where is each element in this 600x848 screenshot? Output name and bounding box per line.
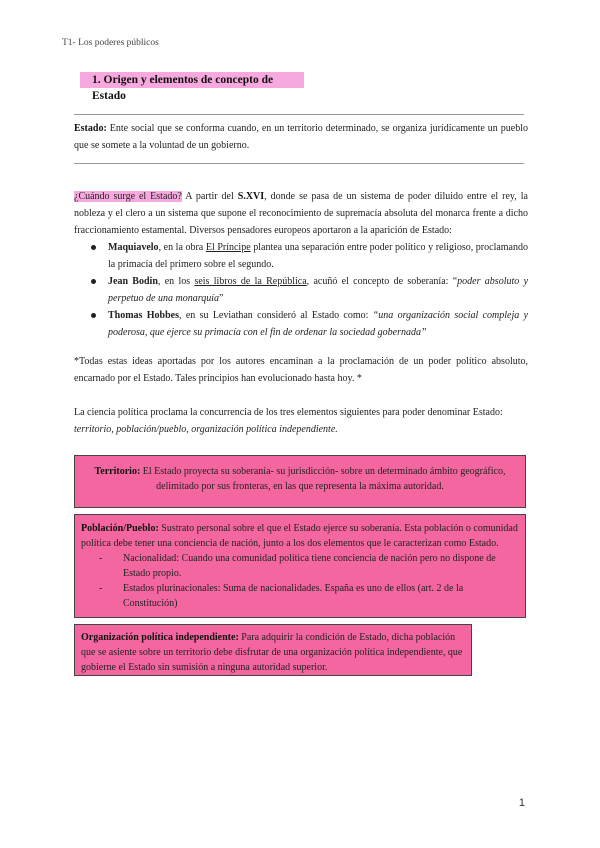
running-header: T1- Los poderes públicos (62, 38, 159, 48)
page-number: 1 (518, 797, 525, 809)
thinker-name: Maquiavelo (108, 242, 159, 253)
section-title: 1. Origen y elementos de concepto de Estado (80, 72, 304, 88)
list-item (74, 273, 528, 307)
list-item (74, 239, 528, 273)
thinker-text: , en la obra (158, 242, 206, 253)
box-text: Para adquirir la condición de Estado, dicha población que se asiente sobre un territorio debe disfrutar de una organización política independiente, que gobierne el Estado sin sumisión a ninguna autoridad superior. (81, 632, 463, 673)
thinker-text: , acuñó el concepto de soberanía: “ (306, 276, 458, 287)
list-item: - Nacionalidad: Cuando una comunidad política tiene conciencia de nación pero no dispone de Estado propio. (81, 551, 519, 581)
elements-paragraph (74, 404, 528, 438)
list-item: - Estados plurinacionales: Suma de nacionalidades. España es uno de ellos (art. 2 de la Constitución) (81, 581, 519, 611)
origin-question: ¿Cuándo surge el Estado? (74, 191, 182, 202)
estado-term: Estado: (74, 123, 107, 134)
box-text: El Estado proyecta su soberanía- su jurisdicción- sobre un determinado ámbito geográfico, delimitado por sus fronteras, en las que representa la máxima autoridad. (140, 466, 506, 492)
thinker-name: Thomas Hobbes (108, 310, 180, 321)
thinker-work: El Príncipe (205, 242, 251, 253)
note-paragraph: *Todas estas ideas aportadas por los autores encaminan a la proclamación de un poder político absoluto, encarnado por el Estado. Tales principios han evolucionado hasta hoy. * (74, 356, 528, 384)
box-term: Organización política independiente: (81, 632, 239, 643)
thinker-text: ” (219, 293, 224, 304)
origin-century: S.XVI (237, 191, 265, 202)
box-text: Sustrato personal sobre el que el Estado ejerce su soberanía. Esta población o comunidad política debe tener una conciencia de nación, junto a los dos elementos que le caracterizan como Estado. (81, 523, 518, 549)
thinker-text: , en su Leviathan consideró al Estado como: (179, 310, 373, 321)
elements-intro: La ciencia política proclama la concurrencia de los tres elementos siguientes para poder denominar Estado: (74, 407, 503, 418)
thinker-name: Jean Bodin (108, 276, 158, 287)
estado-definition (74, 120, 528, 154)
thinker-quote: “una organización social compleja y poderosa, que ejerce su primacía con el fin de ordenar la sociedad gobernada” (108, 310, 529, 338)
divider-bottom (74, 163, 524, 164)
origin-paragraph (74, 188, 528, 239)
divider-top (74, 114, 524, 115)
box-term: Población/Pueblo: (81, 523, 159, 534)
thinkers-list (74, 239, 528, 341)
list-item (74, 307, 528, 341)
origin-text-2: , donde se pasa de un sistema de poder diluido entre el rey, la nobleza y el clero a un sistema que supone el reconocimiento de supremacía absoluta del monarca frente a dicho fraccionamiento estamental. Diversos pensadores europeos aportaron a la aparición de Estado: (74, 191, 528, 236)
box-term: Territorio: (94, 466, 141, 477)
territorio-box (74, 455, 526, 508)
elements-list: territorio, población/pueblo, organización política independiente. (74, 424, 338, 435)
thinker-text: plantea una separación entre poder político y religioso, proclamando la primacía del primero sobre el segundo. (108, 242, 528, 270)
thinker-work: seis libros de la República (194, 276, 307, 287)
thinker-text: , en los (157, 276, 195, 287)
organizacion-box (74, 624, 472, 676)
estado-text: Ente social que se conforma cuando, en un territorio determinado, se organiza jurídicamente un pueblo que se somete a la voluntad de un gobierno. (74, 123, 528, 151)
thinker-quote: poder absoluto y perpetuo de una monarquía (108, 276, 529, 304)
origin-text-1: A partir del (181, 191, 238, 202)
poblacion-box (74, 514, 526, 618)
